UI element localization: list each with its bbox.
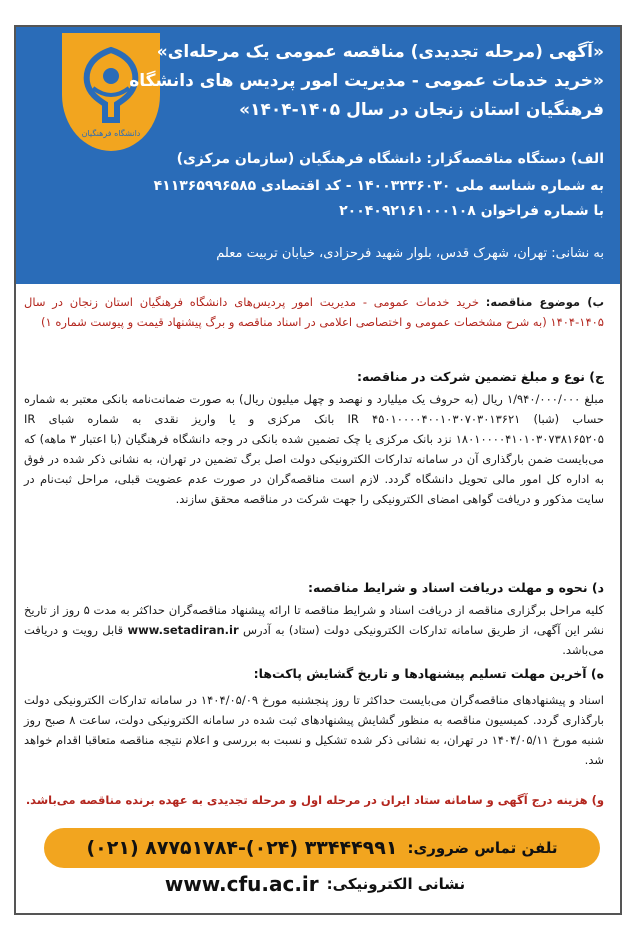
section-v-text: و) هزینه درج آگهی و سامانه ستاد ایران در مرحله اول و مرحله تجدیدی به عهده برنده مناقصه می‌باشد. [25,793,604,807]
section-b-label: ب) موضوع مناقصه: [485,295,605,309]
phone-label: تلفن تماس ضروری: [407,839,558,857]
section-j-heading: ج) نوع و مبلغ تضمین شرکت در مناقصه: [356,369,604,384]
section-e-text: اسناد و پیشنهادهای مناقصه‌گران می‌بایست حداکثر تا روز پنجشنبه مورخ ۱۴۰۴/۰۵/۰۹ در سامانه تدارکات الکترونیکی دولت بارگذاری گردد. کمیسیون مناقصه به منظور گشایش پیشنهادهای ثبت شده در سامانه الکترونیکی دولت، ساعت ۸ صبح روز شنبه مورخ ۱۴۰۴/۰۵/۱۱ در تهران، به نشانی ذکر شده تشکیل و نسبت به بررسی و اعلام نتیجه مناقصه متعاقبا اقدام خواهد شد. [24,693,604,767]
section-d-paragraph [24,600,604,662]
section-b-text: خرید خدمات عمومی - مدیریت امور پردیس‌های دانشگاه فرهنگیان استان زنجان در سال ۱۴۰۵-۱۴۰۴ (به شرح مشخصات عمومی و اختصاصی اعلامی در اسناد مناقصه و برگ پیشنهاد قیمت و پیوست شماره ۱) [24,295,604,329]
call-number-line: با شماره فراخوان ۲۰۰۴۰۹۲۱۶۱۰۰۰۱۰۸ [339,203,604,219]
section-b-subject [24,292,604,362]
website-label: نشانی الکترونیکی: [326,875,466,893]
notice-title-line1: «آگهی (مرحله تجدیدی) مناقصه عمومی یک مرحله‌ای» [156,42,604,62]
address-line: به نشانی: تهران، شهرک قدس، بلوار شهید فرحزادی، خیابان تربیت معلم [216,246,604,261]
phone-bar [44,828,600,868]
notice-title-line2: «خرید خدمات عمومی - مدیریت امور پردیس های دانشگاه [129,71,604,91]
website-link[interactable]: www.cfu.ac.ir [164,872,319,896]
logo-text: دانشگاه فرهنگیان [81,129,141,138]
section-d-text: کلیه مراحل برگزاری مناقصه از دریافت اسناد و شرایط مناقصه تا ارائه پیشنهاد مناقصه‌گران حداکثر به مدت ۵ روز از تاریخ نشر این آگهی، از طریق سامانه تدارکات الکترونیکی دولت (ستاد) به آدرس [24,603,605,637]
notice-title-line3: فرهنگیان استان زنجان در سال ۱۴۰۵-۱۴۰۴» [239,100,604,120]
logo-emblem-icon [71,42,151,142]
section-e-heading: ه) آخرین مهلت تسلیم پیشنهادها و تاریخ گشایش پاکت‌ها: [253,666,604,681]
organizer-line: الف) دستگاه مناقصه‌گزار: دانشگاه فرهنگیان (سازمان مرکزی) [176,151,604,167]
section-d-heading: د) نحوه و مهلت دریافت اسناد و شرایط مناقصه: [308,580,604,595]
national-id-line: به شماره شناسه ملی ۱۴۰۰۳۲۳۶۰۳۰ - کد اقتصادی ۴۱۱۳۶۵۹۹۶۵۸۵ [153,178,604,194]
university-logo [62,33,160,151]
phone-numbers: (۰۲۱) ۸۷۷۵۱۷۸۴-(۰۲۴) ۳۳۴۴۴۹۹۱ [86,837,398,859]
setad-link[interactable]: www.setadiran.ir [127,623,239,637]
website-line [150,872,480,896]
section-d-tail: قابل رویت و دریافت می‌باشد. [24,623,604,657]
section-j-text: مبلغ ۱/۹۴۰/۰۰۰/۰۰۰ ریال (به حروف یک میلیارد و نهصد و چهل میلیون ریال) به صورت ضمانت‌نامه بانکی معتبر به شماره حساب (شبا) IR ۴۵۰۱۰۰۰۰۴۰۰۱۰۳۰۷۰۳۰۱۳۶۲۱ بانک مرکزی و یا واریز نقدی به شماره شبای IR ۱۸۰۱۰۰۰۰۴۱۰۱۰۳۰۷۳۸۱۶۵۲۰۵ نزد بانک مرکزی یا چک تضمین شده بانکی در وجه دانشگاه فرهنگیان (با اعتبار ۳ ماهه) که می‌بایست ضمن بارگذاری آن در سامانه تدارکات الکترونیکی دولت اصل برگ تضمین در تهران، به نشانی ذکر شده در فوق به اداره کل امور مالی تحویل دانشگاه گردد. لازم است مناقصه‌گران در صورت عدم عضویت قبلی، مراحل ثبت‌نام در سایت مذکور و دریافت گواهی امضای الکترونیکی را جهت شرکت در مناقصه محقق سازند. [24,392,605,506]
